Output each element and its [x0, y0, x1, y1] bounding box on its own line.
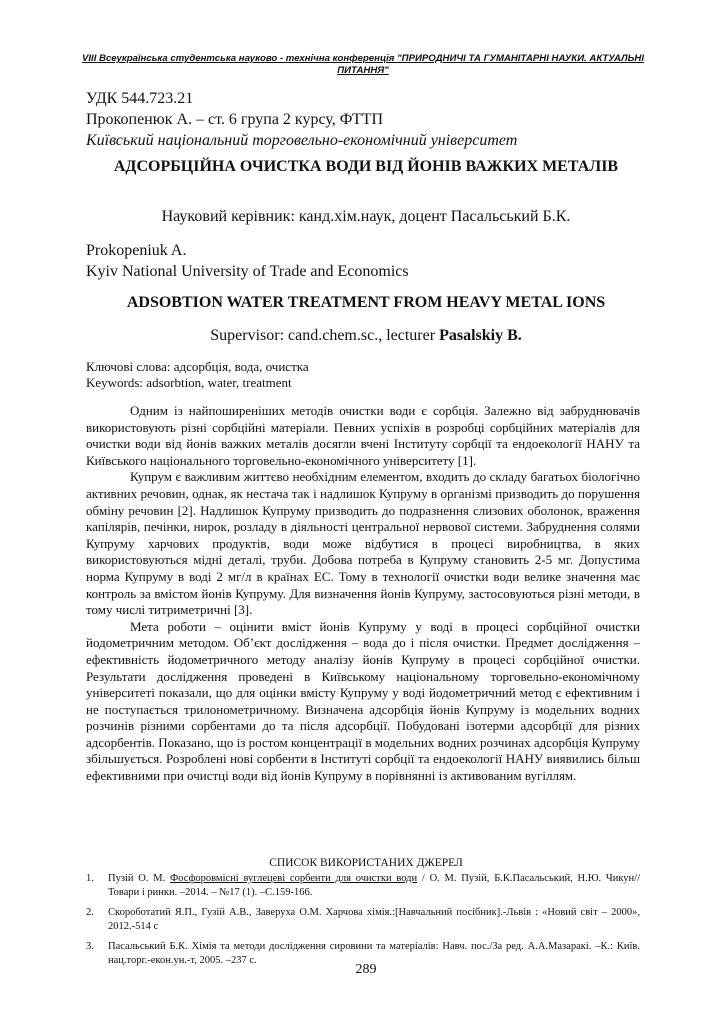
- reference-number: 2.: [86, 906, 94, 918]
- reference-item: [86, 906, 640, 935]
- reference-text: Скороботатий Я.П., Гузій А.В., Заверуха О.М. Харчова хімія.:[Навчальний посібник].-Львів : «Новий світ – 2000», 2012.-514 с: [108, 906, 640, 933]
- supervisor-en: [86, 326, 646, 346]
- supervisor-ua: Науковий керівник: канд.хім.наук, доцент Пасальський Б.К.: [161, 208, 571, 225]
- reference-text: Пасальський Б.К. Хімія та методи дослідження сировини та матеріалів: Навч. пос./За ред. А.А.Мазаракі. –К.: Київ. нац.торг.-екон.ун.-т, 2005. –237 с.: [108, 940, 640, 967]
- supervisor-en-prefix: Supervisor: cand.chem.sc., lecturer: [210, 327, 440, 344]
- reference-text: / О. М. Пузій, Б.К.Пасальський, Н.Ю. Чикун// Товари і ринки. –2014. – №17 (1). –С.159-166.: [108, 873, 640, 899]
- udc-code: УДК 544.723.21: [86, 90, 194, 107]
- reference-number: 3.: [86, 940, 94, 952]
- paragraph: Одним із найпоширеніших методів очистки води є сорбція. Залежно від забруднювачів використовують різні сорбційні матеріали. Певних успіхів в розробці сорбційних матеріалів для очистки води від йонів важких металів досягли вчені Інституту сорбції та ендоекології НАНУ та Київського національного торговельно-економічного університету [1].: [86, 403, 640, 468]
- paragraph: Мета роботи – оцінити вміст йонів Купруму у воді в процесі сорбційної очистки йодометричним методом. Об’єкт дослідження – вода до і після очистки. Предмет дослідження – ефективність йодометричного методу аналізу йонів Купруму в процесі сорбційної очистки. Результати дослідження проведені в Київському національному торговельно-економічному університеті показали, що для оцінки вмісту Купруму у воді йодометричний метод є ефективним і не поступається трилонометричному. Визначена адсорбція йонів Купруму із модельних водних розчинів різними сорбентами до та після адсорбції. Побудовані ізотерми адсорбції для різних адсорбентів. Показано, що із ростом концентрації в модельних водних розчинах адсорбція Купруму збільшується. Розроблені нові сорбенти в Інституті сорбції та ендоекології НАНУ виявились більш ефективними при очистці води від йонів Купруму в порівнянні із активованим вугіллям.: [86, 618, 640, 784]
- reference-item: [86, 872, 640, 901]
- keywords-en: Keywords: adsorbtion, water, treatment: [86, 375, 292, 390]
- references-list: [86, 872, 640, 973]
- supervisor-en-name: Pasalskiy B.: [439, 327, 522, 344]
- paragraph: Купрум є важливим життєво необхідним елементом, входить до складу багатьох біологічно активних речовин, однак, як нестача так і надлишок Купруму в організмі призводить до порушення обміну речовин [2]. Надлишок Купруму призводить до подразнення слизових оболонок, враження капілярів, печінки, нирок, розладу в діяльності центральної нервової системи. Забруднення солями Купруму харчових продуктів, води може відбутися в процесі виробництва, в яких використовуються мідні деталі, труби. Добова потреба в Купруму становить 2-5 мг. Допустима норма Купруму в воді 2 мг/л в країнах ЕС. Тому в технології очистки води велике значення має контроль за вмістом йонів Купруму. Для визначення йонів Купруму, застосовуються різні методи, в тому числі титриметричні [3].: [86, 469, 640, 618]
- reference-title-link: Фосфоровмісні вуглецеві сорбенти для очистки води: [170, 873, 418, 884]
- conference-header: VIII Всеукраїнська студентська науково - технічна конференція "ПРИРОДНИЧІ ТА ГУМАНІТАРНІ НАУКИ. АКТУАЛЬНІ ПИТАННЯ": [81, 53, 645, 76]
- keywords-block: [86, 359, 646, 391]
- page-number: 289: [355, 962, 377, 977]
- university-en: Kyiv National University of Trade and Economics: [86, 263, 409, 280]
- references-title: СПИСОК ВИКОРИСТАНИХ ДЖЕРЕЛ: [269, 857, 463, 869]
- author-ua: Прокопенюк А. – ст. 6 група 2 курсу, ФТТП: [86, 111, 384, 128]
- title-ua: АДСОРБЦІЙНА ОЧИСТКА ВОДИ ВІД ЙОНІВ ВАЖКИХ МЕТАЛІВ: [113, 158, 619, 175]
- keywords-ua: Ключові слова: адсорбція, вода, очистка: [86, 359, 309, 374]
- reference-text: Пузій О. М.: [108, 873, 170, 884]
- author-block-ua: [86, 88, 646, 151]
- author-block-en: [86, 240, 646, 282]
- title-en: ADSOBTION WATER TREATMENT FROM HEAVY METAL IONS: [126, 294, 606, 311]
- university-ua: Київський національний торговельно-економічний університет: [86, 132, 518, 149]
- reference-number: 1.: [86, 873, 94, 884]
- body-text: [86, 403, 640, 785]
- author-en: Prokopeniuk A.: [86, 242, 187, 259]
